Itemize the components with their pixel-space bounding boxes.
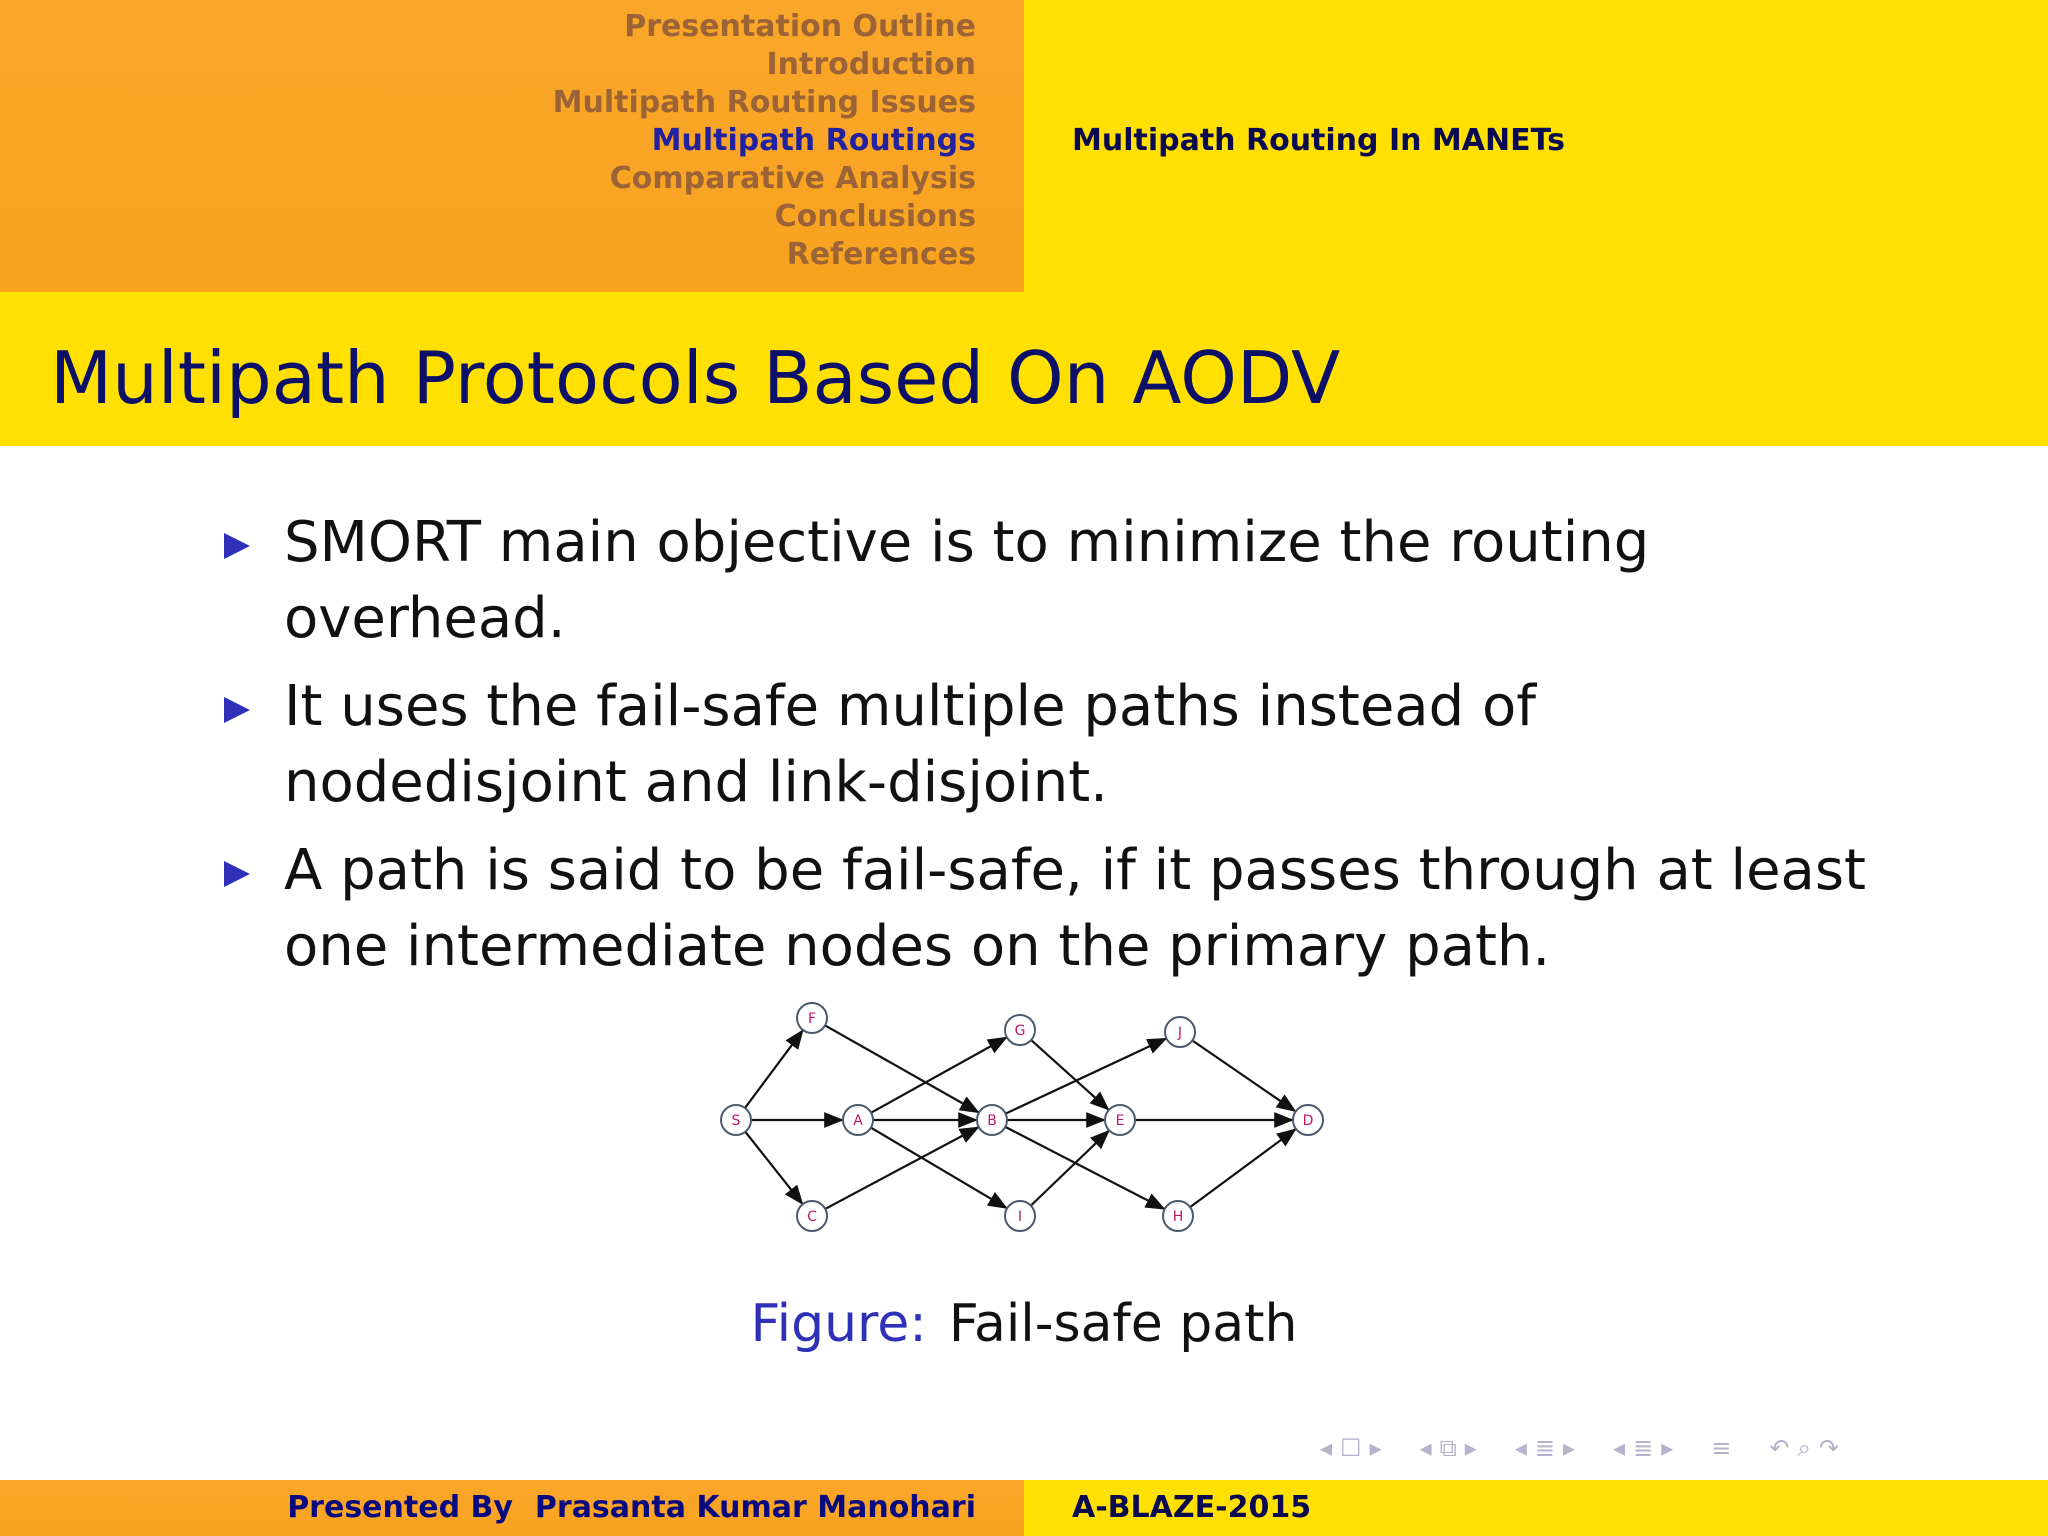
node-label: E — [1115, 1113, 1125, 1129]
outline-item-multipath-routings[interactable]: Multipath Routings — [651, 123, 976, 158]
section-outline — [553, 8, 976, 274]
bullet-item — [220, 833, 1880, 985]
caption-text: Fail-safe path — [948, 1294, 1298, 1354]
edge-j-d — [1192, 1040, 1294, 1110]
figure-caption — [0, 1294, 2048, 1354]
author-name: Prasanta Kumar Manohari — [534, 1490, 976, 1525]
nav-left-arrow-icon[interactable]: ◂ — [1514, 1434, 1527, 1462]
edge-f-b — [825, 1025, 978, 1112]
node-g — [1005, 1015, 1035, 1045]
document-icon[interactable]: ≣ — [1633, 1434, 1654, 1462]
bullet-triangle-icon — [224, 533, 250, 559]
nav-section-group[interactable] — [1511, 1434, 1579, 1462]
edge-i-e — [1031, 1131, 1109, 1206]
caption-label: Figure: — [750, 1294, 927, 1354]
footer-conference: A-BLAZE-2015 — [1072, 1490, 1312, 1525]
node-label: H — [1172, 1209, 1184, 1225]
nav-right-arrow-icon[interactable]: ▸ — [1369, 1434, 1382, 1462]
outline-item-presentation-outline[interactable]: Presentation Outline — [624, 9, 976, 44]
node-label: B — [987, 1113, 997, 1129]
nav-appendix-group[interactable] — [1707, 1434, 1735, 1462]
bullet-list — [220, 505, 1880, 997]
node-label: I — [1017, 1209, 1023, 1225]
outline-item-introduction[interactable]: Introduction — [766, 47, 976, 82]
bullet-item — [220, 505, 1880, 657]
nav-document-group[interactable] — [1609, 1434, 1677, 1462]
subsection-icon[interactable]: ⧉ — [1439, 1434, 1457, 1462]
node-h — [1163, 1201, 1193, 1231]
slide-title: Multipath Protocols Based On AODV — [50, 336, 1341, 420]
edge-a-g — [871, 1038, 1006, 1113]
edge-c-b — [825, 1128, 978, 1209]
edge-s-c — [745, 1132, 802, 1204]
forward-icon[interactable]: ↷ — [1818, 1434, 1840, 1462]
back-icon[interactable]: ↶ — [1769, 1434, 1790, 1462]
nav-left-arrow-icon[interactable]: ◂ — [1419, 1434, 1432, 1462]
edge-a-i — [871, 1128, 1006, 1208]
outline-item-conclusions[interactable]: Conclusions — [774, 199, 976, 234]
node-label: G — [1014, 1023, 1026, 1039]
node-label: C — [807, 1209, 817, 1225]
nav-search-group[interactable] — [1765, 1434, 1843, 1462]
node-label: A — [853, 1113, 863, 1129]
presented-by-label: Presented By — [287, 1490, 513, 1525]
frame-icon[interactable]: ☐ — [1340, 1434, 1362, 1462]
node-j — [1165, 1017, 1195, 1047]
bullet-text: It uses the fail-safe multiple paths instead of nodedisjoint and link-disjoint. — [284, 674, 1536, 815]
node-f — [797, 1003, 827, 1033]
outline-item-references[interactable]: References — [786, 237, 976, 272]
beamer-navigation — [1316, 1430, 1843, 1466]
bullet-text: A path is said to be fail-safe, if it passes through at least one intermediate nodes on the primary path. — [284, 838, 1866, 979]
bullet-triangle-icon — [224, 861, 250, 887]
node-i — [1005, 1201, 1035, 1231]
nav-frame-group[interactable] — [1316, 1434, 1386, 1462]
nav-left-arrow-icon[interactable]: ◂ — [1320, 1434, 1333, 1462]
footer-author — [287, 1490, 976, 1525]
node-b — [977, 1105, 1007, 1135]
nav-right-arrow-icon[interactable]: ▸ — [1661, 1434, 1674, 1462]
edge-h-d — [1190, 1130, 1295, 1208]
node-label: J — [1177, 1025, 1183, 1041]
presentation-short-title: Multipath Routing In MANETs — [1072, 123, 1565, 158]
edge-s-f — [745, 1031, 802, 1108]
edge-b-j — [1006, 1039, 1166, 1114]
node-label: D — [1302, 1113, 1314, 1129]
node-d — [1293, 1105, 1323, 1135]
node-label: S — [731, 1113, 741, 1129]
outline-item-comparative-analysis[interactable]: Comparative Analysis — [609, 161, 976, 196]
bullet-item — [220, 669, 1880, 821]
outline-item-multipath-routing-issues[interactable]: Multipath Routing Issues — [552, 85, 976, 120]
node-e — [1105, 1105, 1135, 1135]
node-s — [721, 1105, 751, 1135]
node-a — [843, 1105, 873, 1135]
nav-right-arrow-icon[interactable]: ▸ — [1563, 1434, 1576, 1462]
section-icon[interactable]: ≣ — [1534, 1434, 1555, 1462]
edge-b-h — [1005, 1127, 1163, 1209]
search-icon[interactable]: ⌕ — [1797, 1434, 1811, 1462]
fail-safe-path-diagram — [700, 990, 1350, 1260]
edge-g-e — [1031, 1040, 1108, 1109]
node-c — [797, 1201, 827, 1231]
node-label: F — [807, 1011, 817, 1027]
appendix-icon[interactable]: ≡ — [1711, 1434, 1732, 1462]
nav-subsection-group[interactable] — [1416, 1434, 1481, 1462]
bullet-triangle-icon — [224, 697, 250, 723]
nav-left-arrow-icon[interactable]: ◂ — [1613, 1434, 1626, 1462]
nav-right-arrow-icon[interactable]: ▸ — [1464, 1434, 1477, 1462]
bullet-text: SMORT main objective is to minimize the routing overhead. — [284, 510, 1650, 651]
